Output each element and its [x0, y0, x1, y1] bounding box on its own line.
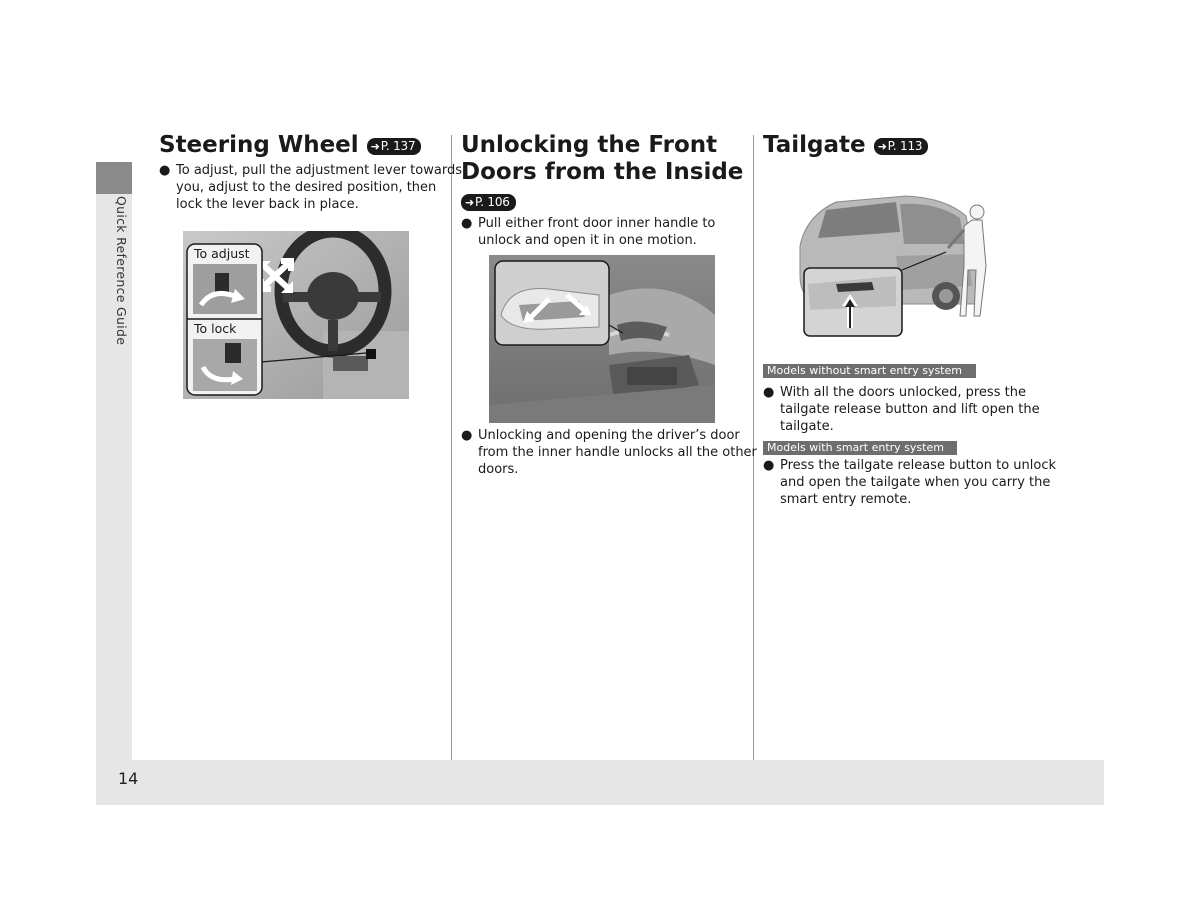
- page-ref-link[interactable]: [874, 138, 929, 155]
- tailgate-illustration: [796, 186, 1004, 338]
- bullet-icon: ●: [461, 216, 473, 231]
- footer-bar: [132, 760, 1104, 805]
- bullet-icon: ●: [461, 428, 473, 443]
- tailgate-bullet-without-text: With all the doors unlocked, press the tailgate release button and lift open the tailgate.: [780, 385, 1040, 434]
- tailgate-bullet-with: [763, 457, 1060, 508]
- bullet-icon: ●: [763, 458, 775, 473]
- front-doors-title-line1: Unlocking the Front: [461, 132, 718, 158]
- tailgate-title: Tailgate: [763, 132, 866, 158]
- tailgate-bullet-without: [763, 384, 1060, 435]
- steering-bullet-text: To adjust, pull the adjustment lever towards you, adjust to the desired position, then lock the lever back in place.: [176, 163, 462, 212]
- front-doors-heading: [461, 132, 743, 186]
- doors-bullet-2: [461, 427, 758, 478]
- arrow-icon: ➜: [370, 140, 380, 153]
- front-doors-title-line2: Doors from the Inside: [461, 159, 744, 185]
- inset-label-lock: To lock: [194, 321, 237, 336]
- arrow-icon: ➜: [465, 196, 475, 209]
- models-without-smart-entry-tag: Models without smart entry system: [763, 364, 976, 378]
- steering-wheel-heading: [159, 132, 421, 159]
- bullet-icon: ●: [763, 385, 775, 400]
- inset-label-adjust: To adjust: [194, 246, 250, 261]
- doors-bullet-1: [461, 215, 758, 249]
- page-ref-link[interactable]: [367, 138, 422, 155]
- tailgate-bullet-with-text: Press the tailgate release button to unlock and open the tailgate when you carry the smart entry remote.: [780, 458, 1056, 507]
- doors-bullet-1-text: Pull either front door inner handle to unlock and open it in one motion.: [478, 216, 716, 248]
- page-ref-label: P. 106: [475, 195, 510, 209]
- page-number: 14: [118, 769, 139, 788]
- steering-wheel-title: Steering Wheel: [159, 132, 359, 158]
- sidebar-label: Quick Reference Guide: [114, 196, 129, 346]
- steering-bullet: [159, 162, 464, 213]
- sidebar-tab: [96, 162, 132, 194]
- page-ref-link[interactable]: [461, 194, 516, 211]
- page-ref-label: P. 113: [887, 139, 923, 153]
- tailgate-heading: [763, 132, 928, 159]
- steering-wheel-illustration: [183, 231, 409, 399]
- doors-bullet-2-text: Unlocking and opening the driver’s door from the inner handle unlocks all the other doors.: [478, 428, 757, 477]
- models-with-smart-entry-tag: Models with smart entry system: [763, 441, 957, 455]
- column-divider: [451, 135, 452, 760]
- door-handle-illustration: [489, 255, 715, 423]
- bullet-icon: ●: [159, 163, 171, 178]
- page-ref-label: P. 137: [380, 139, 416, 153]
- arrow-icon: ➜: [877, 140, 887, 153]
- front-doors-ref-wrap: [461, 193, 516, 212]
